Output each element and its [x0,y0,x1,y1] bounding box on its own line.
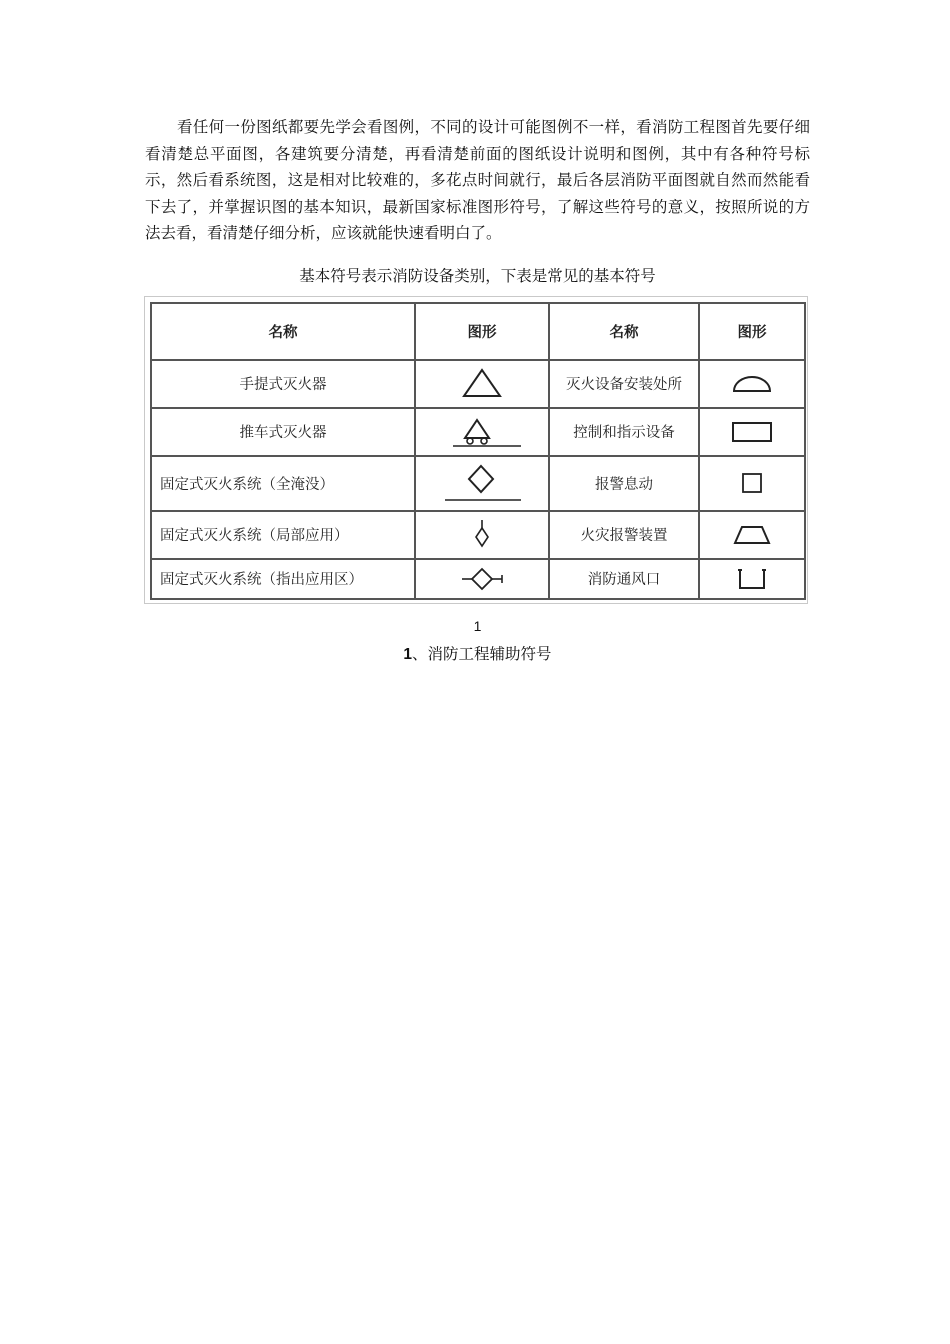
row-left-name: 固定式灭火系统（指出应用区） [151,559,415,599]
square-icon [699,456,805,511]
row-left-name: 手提式灭火器 [151,360,415,408]
row-right-name: 灭火设备安装处所 [549,360,699,408]
semicircle-icon [699,360,805,408]
header-shape-1: 图形 [415,303,549,360]
section-heading-number: 1 [403,646,413,663]
trapezoid-icon [699,511,805,559]
table-row [151,511,805,559]
triangle-icon [415,360,549,408]
intro-paragraph: 看任何一份图纸都要先学会看图例，不同的设计可能图例不一样，看消防工程图首先要仔细看清楚总平面图，各建筑要分清楚，再看清楚前面的图纸设计说明和图例，其中有各种符号标示，然后看系统图，这是相对比较难的，多花点时间就行，最后各层消防平面图就自然而然能看下去了，并掌握识图的基本知识，最新国家标准图形符号，了解这些符号的意义，按照所说的方法去看，看清楚仔细分析，应该就能快速看明白了。 [145,118,810,242]
section-heading [145,642,810,664]
table-row [151,408,805,456]
section-heading-text: 、消防工程辅助符号 [412,645,552,663]
row-right-name: 消防通风口 [549,559,699,599]
symbol-table-image [144,296,808,604]
table-row [151,456,805,511]
row-right-name: 火灾报警装置 [549,511,699,559]
table-row [151,559,805,599]
wheeled-triangle-icon [415,408,549,456]
table-header-row [151,303,805,360]
table-row [151,360,805,408]
header-name-2: 名称 [549,303,699,360]
row-right-name: 控制和指示设备 [549,408,699,456]
row-right-name: 报警息动 [549,456,699,511]
diamond-arrows-icon [415,559,549,599]
row-left-name: 固定式灭火系统（全淹没） [151,456,415,511]
diamond-on-line-icon [415,456,549,511]
header-shape-2: 图形 [699,303,805,360]
row-left-name: 推车式灭火器 [151,408,415,456]
table-caption: 基本符号表示消防设备类别，下表是常见的基本符号 [299,267,656,285]
rectangle-icon [699,408,805,456]
header-name-1: 名称 [151,303,415,360]
symbol-table [150,302,806,600]
row-left-name: 固定式灭火系统（局部应用） [151,511,415,559]
open-box-icon [699,559,805,599]
page-number: 1 [473,618,482,634]
small-diamond-stem-icon [415,511,549,559]
